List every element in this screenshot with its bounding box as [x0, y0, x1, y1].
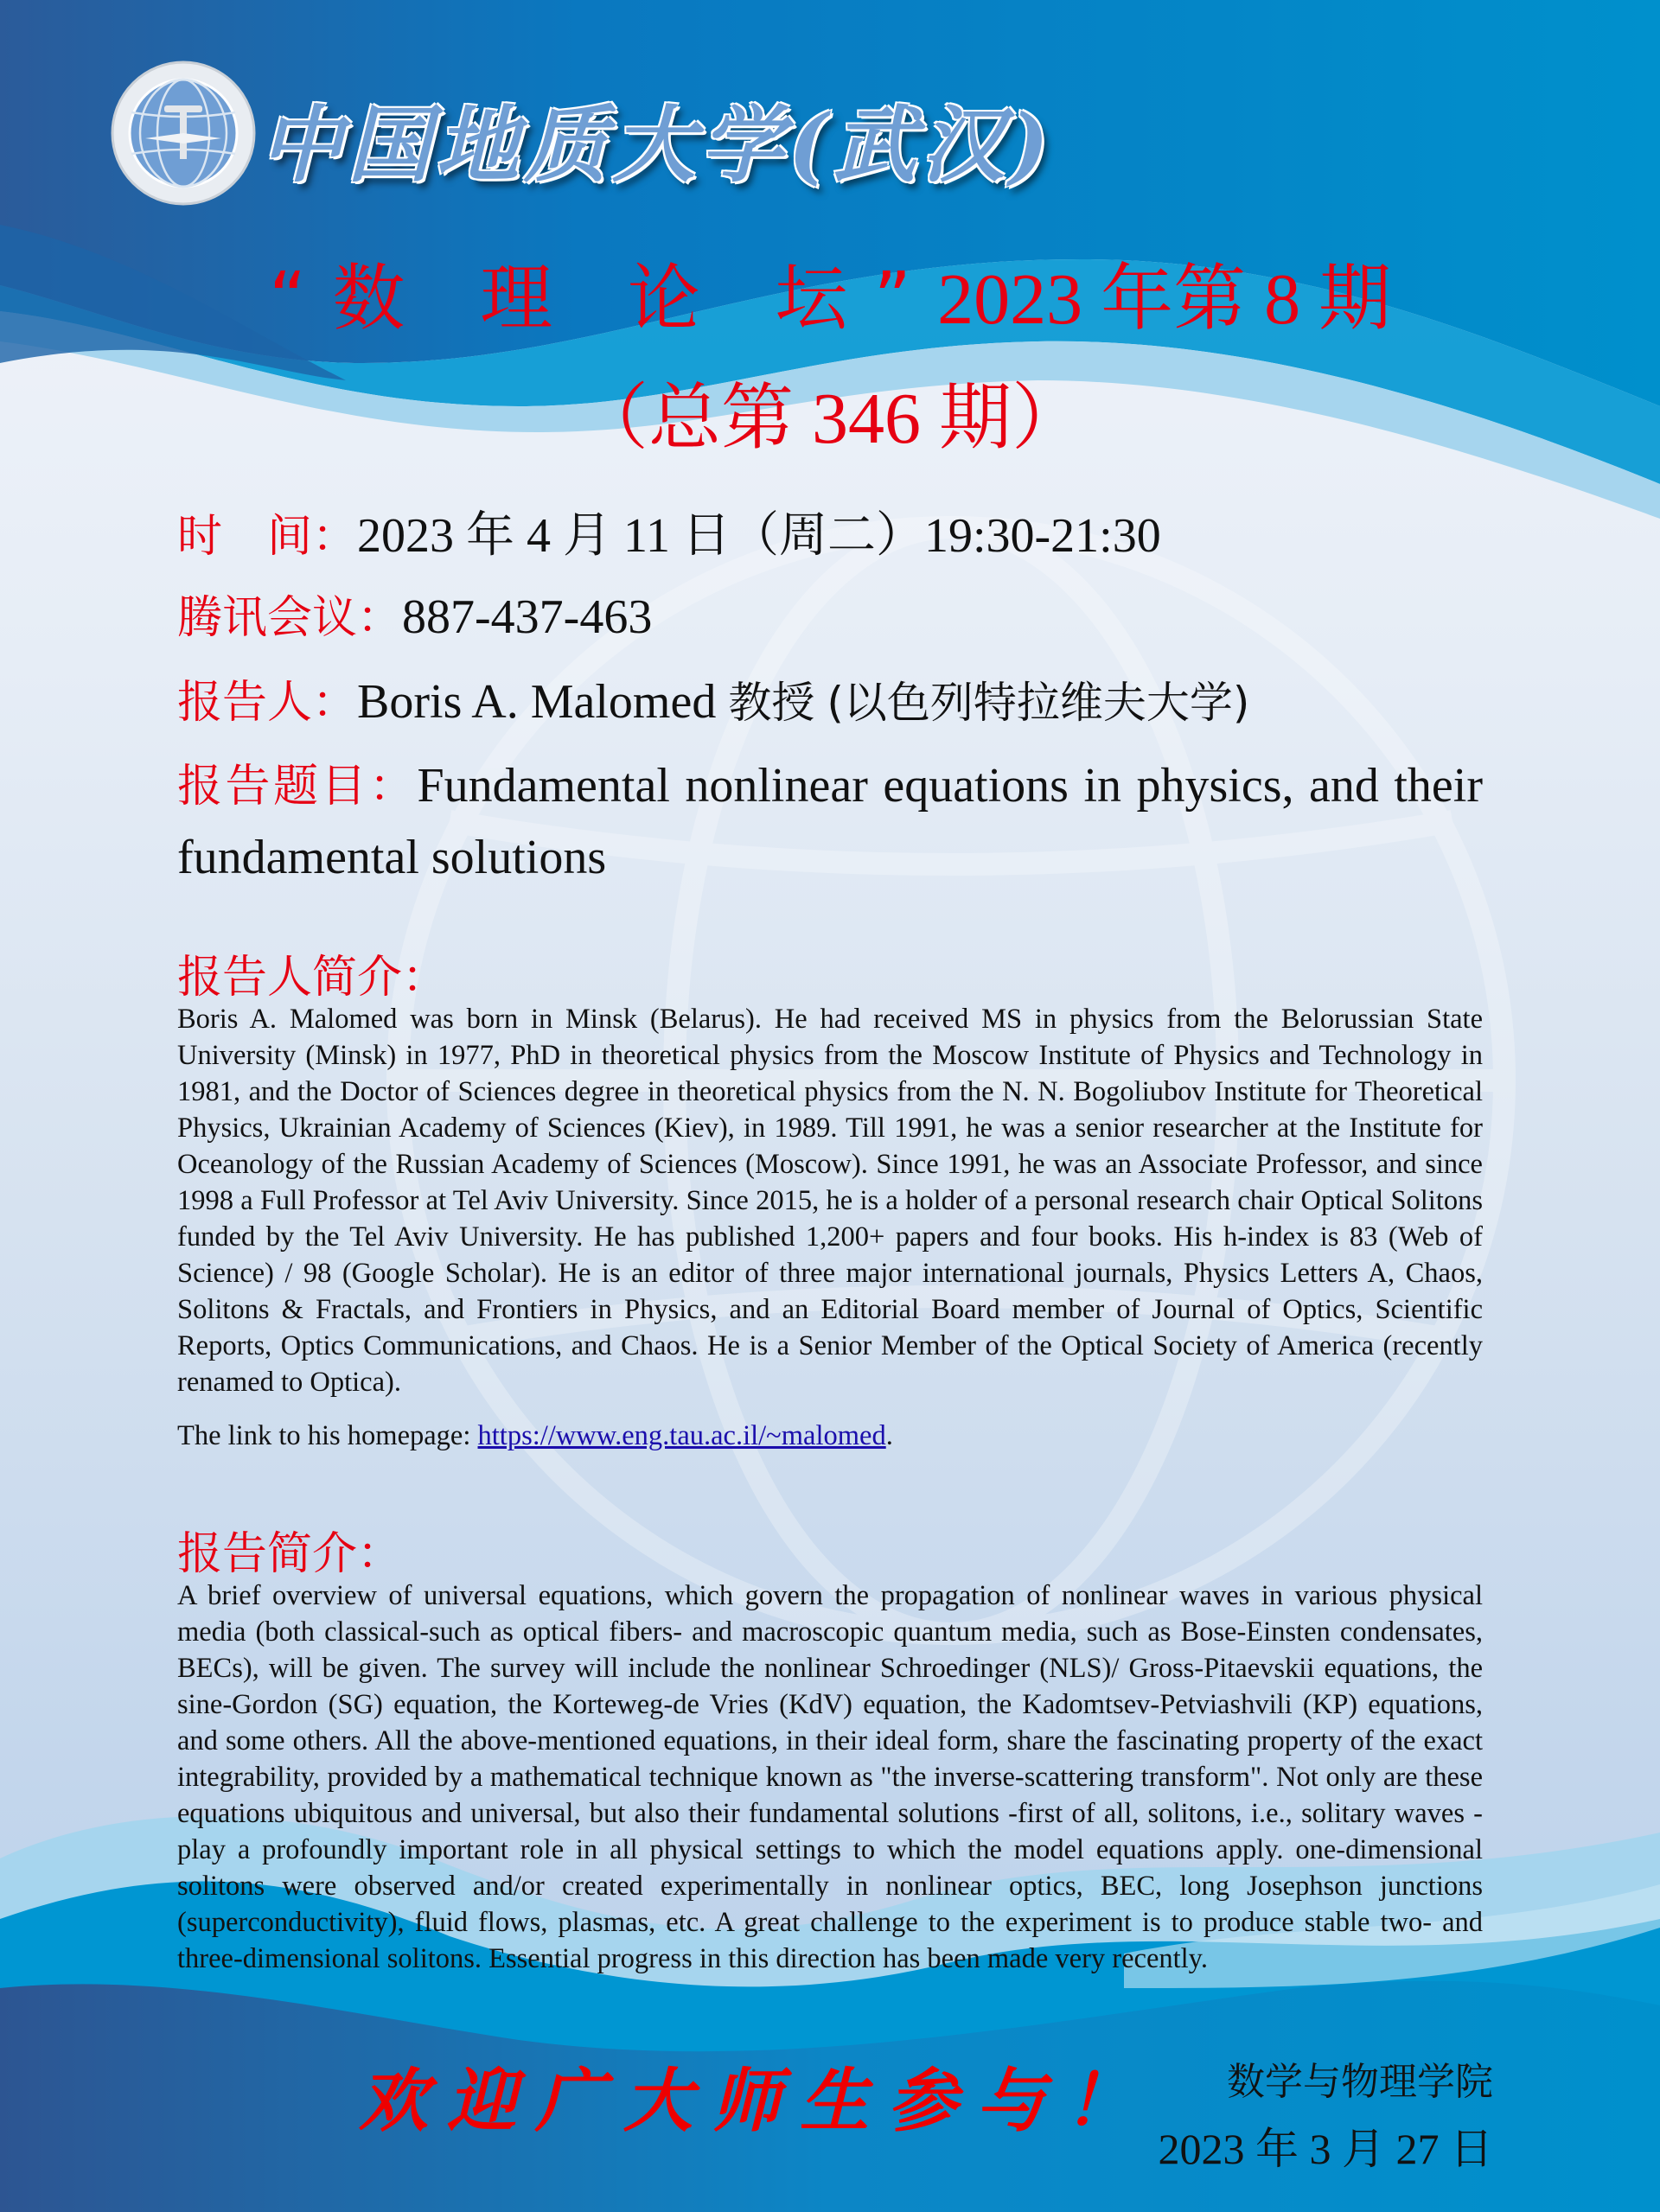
- abstract-text: A brief overview of universal equations, which govern the propagation of nonlinear waves in various physical media (both classical-such as optical fibers- and macroscopic quantum media, such as Bose-Einsten condensates, BECs), will be given. The survey will include the nonlinear Schroedinger (NLS)/ Gross-Pitaevskii equations, the sine-Gordon (SG) equation, the Korteweg-de Vries (KdV) equation, the Kadomtsev-Petviashvili (KP) equations, and some others. All the above-mentioned equations, in their ideal form, share the fascinating property of the exact integrability, provided by a mathematical technique known as "the inverse-scattering transform". Not only are these equations ubiquitous and universal, but also their fundamental solutions -first of all, solitons, i.e., solitary waves - play a profoundly important role in all physical settings to which the model equations apply. one-dimensional solitons were observed and/or created experimentally in nonlinear optics, BEC, long Josephson junctions (superconductivity), fluid flows, plasmas, etc. A great challenge to the experiment is to produce stable two- and three-dimensional solitons. Essential progress in this direction has been made very recently.: [177, 1580, 1483, 1974]
- welcome-message: 欢迎广大师生参与！: [359, 2060, 1152, 2141]
- university-logo: [111, 61, 256, 206]
- detail-meeting: [177, 581, 1483, 646]
- topic-value: Fundamental nonlinear equations in physics, and their fundamental solutions: [177, 759, 1483, 884]
- time-value: 2023 年 4 月 11 日（周二）19:30-21:30: [357, 509, 1161, 563]
- bio-homepage-line: [177, 1418, 1483, 1454]
- abstract-heading: 报告简介：: [177, 1528, 403, 1580]
- detail-time: [177, 497, 1483, 566]
- homepage-prefix: The link to his homepage:: [177, 1420, 478, 1451]
- bio-text: Boris A. Malomed was born in Minsk (Belarus). He had received MS in physics from the Belorussian State University (Minsk) in 1977, PhD in theoretical physics from the Moscow Institute of Physics and Technology in 1981, and the Doctor of Sciences degree in theoretical physics from the N. N. Bogoliubov Institute for Theoretical Physics, Ukrainian Academy of Sciences (Kiev), in 1989. Till 1991, he was a senior researcher at the Institute for Oceanology of the Russian Academy of Sciences (Moscow). Since 1991, he was an Associate Professor, and since 1998 a Full Professor at Tel Aviv University. Since 2015, he is a holder of a personal research chair Optical Solitons funded by the Tel Aviv University. He has published 1,200+ papers and four books. His h-index is 83 (Web of Science) / 98 (Google Scholar). He is an editor of three major international journals, Physics Letters A, Chaos, Solitons & Fractals, and Frontiers in Physics, and an Editorial Board member of Journal of Optics, Scientific Reports, Optics Communications, and Chaos. He is a Senior Member of the Optical Society of America (recently renamed to Optica).: [177, 1004, 1483, 1398]
- forum-series-name: “数 理 论 坛”: [268, 256, 938, 341]
- speaker-label: 报告人：: [177, 677, 358, 729]
- time-label: 时 间：: [177, 511, 358, 563]
- forum-total-issue: （总第 346 期）: [575, 379, 1084, 459]
- organizer-name: 数学与物理学院: [1227, 2060, 1493, 2104]
- detail-topic: [177, 750, 1483, 893]
- university-seal-icon: [111, 61, 256, 206]
- topic-label: 报告题目：: [177, 761, 418, 813]
- university-name: 中国地质大学(武汉): [259, 96, 1054, 194]
- speaker-title: 教授: [728, 678, 815, 728]
- speaker-name: Boris A. Malomed: [357, 675, 717, 729]
- forum-title: [0, 251, 1660, 347]
- speaker-affiliation: (以色列特拉维夫大学): [827, 678, 1250, 728]
- detail-speaker: [177, 666, 1483, 730]
- homepage-suffix: .: [885, 1420, 893, 1451]
- meeting-label: 腾讯会议：: [177, 592, 403, 644]
- forum-issue: 2023 年第 8 期: [937, 259, 1392, 340]
- bio-heading: 报告人简介：: [177, 952, 448, 1004]
- issue-date: 2023 年 3 月 27 日: [1158, 2125, 1493, 2173]
- homepage-link[interactable]: https://www.eng.tau.ac.il/~malomed: [477, 1420, 886, 1451]
- meeting-id: 887-437-463: [402, 590, 653, 644]
